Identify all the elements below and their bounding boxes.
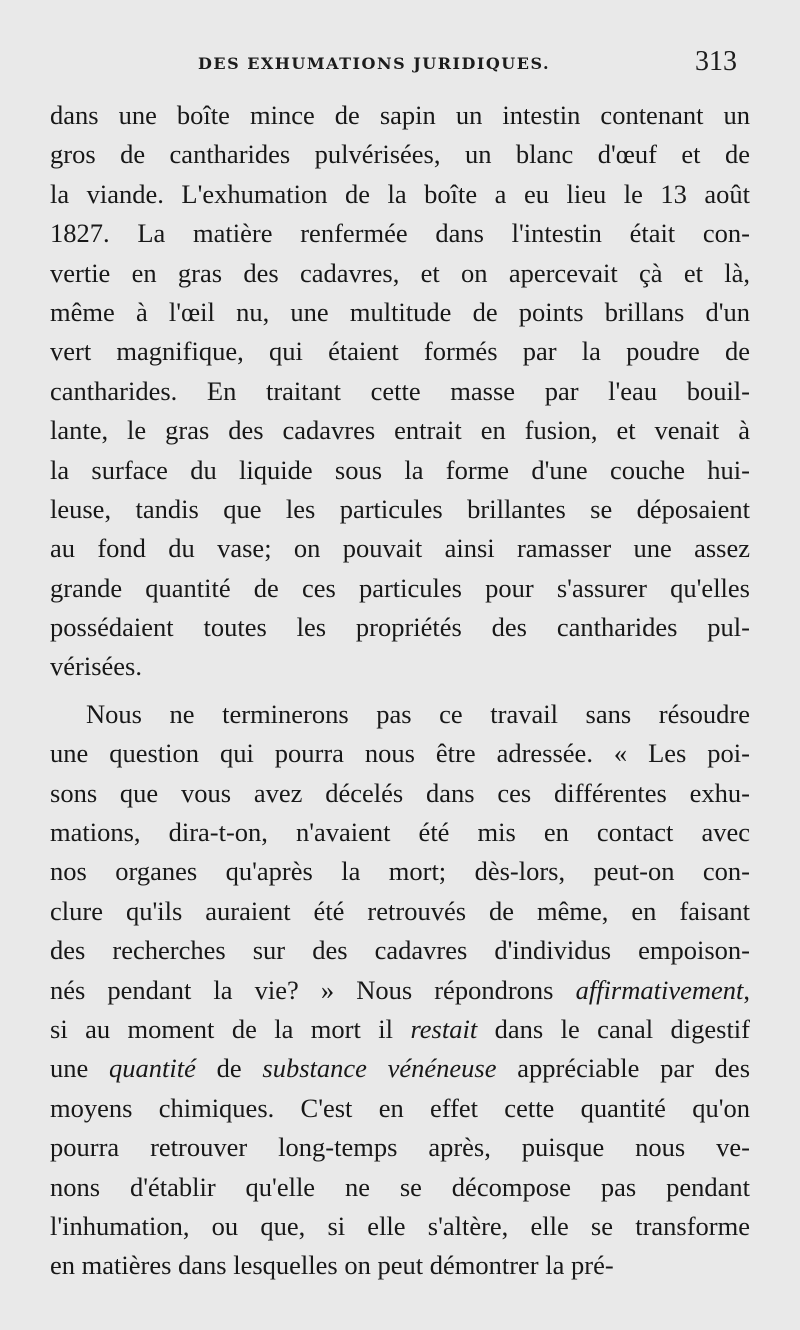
text-segment: sons que vous avez décelés dans ces différentes exhu-	[50, 777, 750, 808]
text-segment: appréciable par des	[496, 1053, 751, 1084]
text-line	[50, 647, 750, 686]
text-line	[50, 931, 750, 970]
text-line	[50, 971, 750, 1010]
text-segment: nos organes qu'après la mort; dès-lors, peut-on con-	[50, 856, 750, 887]
text-line	[50, 451, 750, 490]
text-segment: possédaient toutes les propriétés des cantharides pul-	[50, 612, 750, 643]
text-segment: gros de cantharides pulvérisées, un blanc d'œuf et de	[50, 139, 750, 170]
text-line	[50, 135, 750, 174]
text-segment: mations, dira-t-on, n'avaient été mis en contact avec	[50, 817, 750, 848]
text-segment: en matières dans lesquelles on peut démontrer la pré-	[50, 1250, 614, 1281]
text-segment: de	[195, 1053, 263, 1084]
text-line	[50, 1168, 750, 1207]
italic-text: substance vénéneuse	[262, 1053, 497, 1084]
text-segment: si au moment de la mort il	[50, 1013, 411, 1044]
text-line	[50, 852, 750, 891]
italic-text: quantité	[109, 1053, 196, 1084]
text-line	[50, 490, 750, 529]
text-segment: au fond du vase; on pouvait ainsi ramasser une assez	[50, 533, 750, 564]
text-segment: une question qui pourra nous être adressée. « Les poi-	[50, 738, 750, 769]
text-line	[50, 1049, 750, 1088]
text-segment: vert magnifique, qui étaient formés par la poudre de	[50, 336, 750, 367]
text-segment: nons d'établir qu'elle ne se décompose pas pendant	[50, 1171, 750, 1202]
text-line	[50, 332, 750, 371]
italic-text: restait	[410, 1013, 478, 1044]
text-line	[50, 1089, 750, 1128]
body-text	[50, 96, 750, 1286]
text-segment: l'inhumation, ou que, si elle s'altère, elle se transforme	[50, 1210, 750, 1241]
text-line	[50, 734, 750, 773]
text-line	[50, 1207, 750, 1246]
text-line	[50, 411, 750, 450]
text-segment: 1827. La matière renfermée dans l'intestin était con-	[50, 218, 750, 249]
text-segment: dans une boîte mince de sapin un intestin contenant un	[50, 100, 750, 130]
text-line	[50, 293, 750, 332]
text-line	[50, 254, 750, 293]
paragraph	[50, 96, 750, 687]
paragraph	[50, 695, 750, 1286]
text-line	[50, 774, 750, 813]
text-line	[50, 175, 750, 214]
text-segment: la viande. L'exhumation de la boîte a eu lieu le 13 août	[50, 178, 750, 209]
text-segment: clure qu'ils auraient été retrouvés de même, en faisant	[50, 895, 750, 926]
text-segment: Nous ne terminerons pas ce travail sans résoudre	[86, 698, 750, 729]
text-line	[50, 214, 750, 253]
text-segment: vérisées.	[50, 651, 142, 682]
text-segment: une	[50, 1053, 110, 1084]
text-line	[50, 96, 750, 135]
italic-text: affirmativement	[575, 974, 744, 1005]
text-segment: la surface du liquide sous la forme d'une couche hui-	[50, 454, 750, 485]
text-line	[50, 1246, 750, 1285]
text-segment: dans le canal digestif	[477, 1013, 750, 1044]
text-segment: même à l'œil nu, une multitude de points brillans d'un	[50, 296, 750, 327]
text-segment: grande quantité de ces particules pour s'assurer qu'elles	[50, 572, 750, 603]
text-segment: des recherches sur des cadavres d'individus empoison-	[50, 935, 750, 966]
text-line	[50, 608, 750, 647]
page-header	[0, 44, 800, 84]
text-segment: pourra retrouver long-temps après, puisque nous ve-	[50, 1132, 750, 1163]
text-line	[50, 1010, 750, 1049]
text-segment: nés pendant la vie? » Nous répondrons	[50, 974, 576, 1005]
text-segment: cantharides. En traitant cette masse par l'eau bouil-	[50, 375, 750, 406]
text-line	[50, 892, 750, 931]
text-line	[50, 1128, 750, 1167]
text-line	[50, 569, 750, 608]
text-segment: moyens chimiques. C'est en effet cette quantité qu'on	[50, 1092, 750, 1123]
text-segment: lante, le gras des cadavres entrait en fusion, et venait à	[50, 415, 750, 446]
text-line	[50, 695, 750, 734]
text-segment: ,	[743, 974, 750, 1005]
running-title: DES EXHUMATIONS JURIDIQUES.	[198, 54, 551, 73]
text-segment: leuse, tandis que les particules brillantes se déposaient	[50, 493, 750, 524]
text-line	[50, 529, 750, 568]
text-line	[50, 372, 750, 411]
page-number: 313	[695, 46, 737, 77]
text-segment: vertie en gras des cadavres, et on apercevait çà et là,	[50, 257, 750, 288]
text-line	[50, 813, 750, 852]
